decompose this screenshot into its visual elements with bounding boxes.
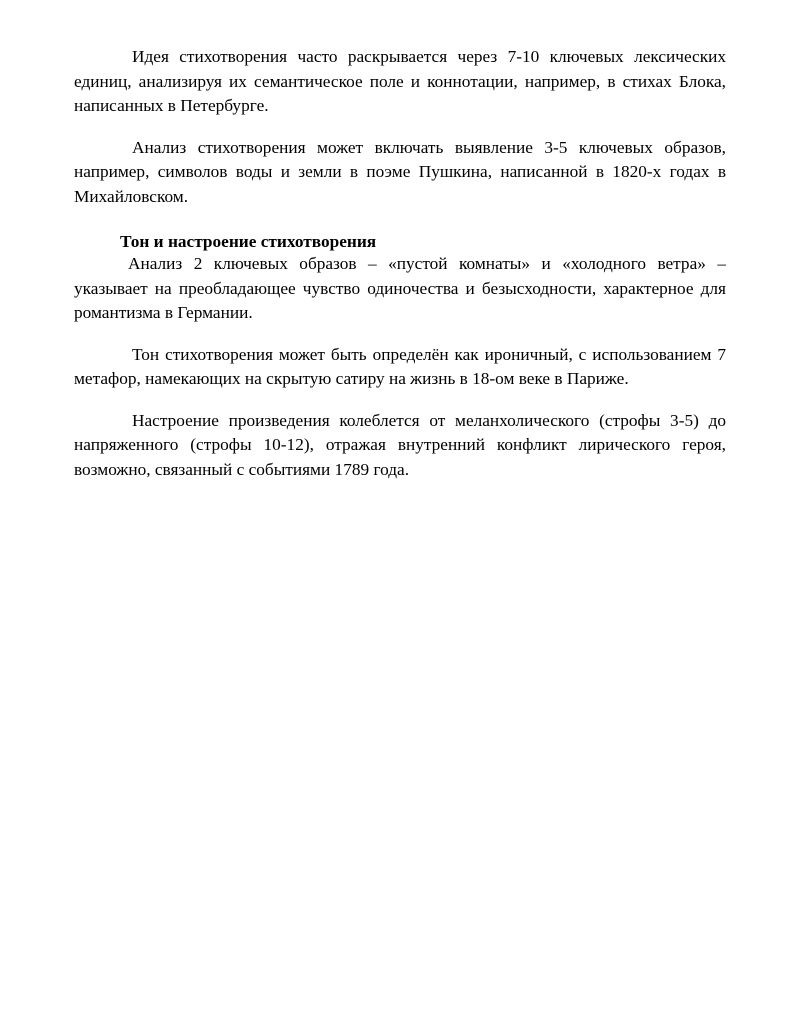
paragraph-images: Анализ 2 ключевых образов – «пустой комнаты» и «холодного ветра» – указывает на преобладающее чувство одиночества и безысходности, характерное для романтизма в Германии. bbox=[74, 254, 726, 322]
document-page bbox=[74, 45, 726, 482]
paragraph-analysis: Анализ стихотворения может включать выявление 3-5 ключевых образов, например, символов воды и земли в поэме Пушкина, написанной в 1820-х годах в Михайловском. bbox=[74, 137, 726, 206]
paragraph-tone: Тон стихотворения может быть определён как ироничный, с использованием 7 метафор, намекающих на скрытую сатиру на жизнь в 18-ом веке в Париже. bbox=[74, 344, 726, 388]
section-heading: Тон и настроение стихотворения bbox=[120, 232, 377, 251]
paragraph-idea: Идея стихотворения часто раскрывается через 7-10 ключевых лексических единиц, анализируя их семантическое поле и коннотации, например, в стихах Блока, написанных в Петербурге. bbox=[74, 47, 726, 115]
paragraph-mood: Настроение произведения колеблется от меланхолического (строфы 3-5) до напряженного (строфы 10-12), отражая внутренний конфликт лирического героя, возможно, связанный с событиями 1789 года. bbox=[74, 410, 726, 479]
